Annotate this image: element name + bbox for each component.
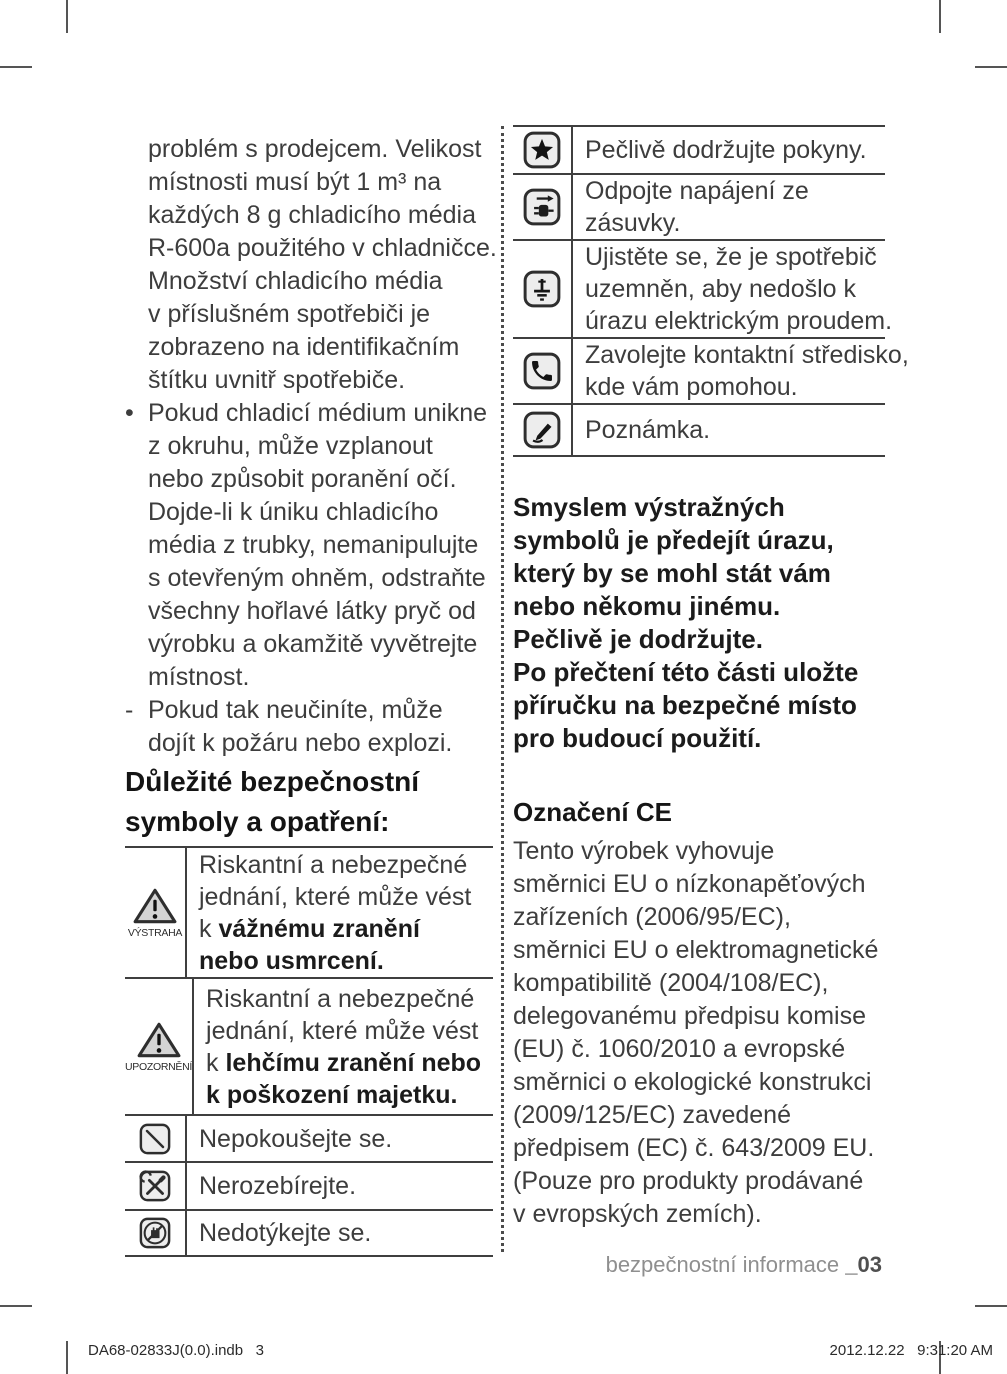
column-divider — [501, 126, 504, 1252]
crop-mark-bottom-left-v — [66, 1341, 68, 1374]
warning-icon-label: VÝSTRAHA — [127, 927, 183, 939]
table-cell-text: Ujistěte se, že je spotřebič uzemněn, aby nedošlo k úrazu elektrickým proudem. — [585, 243, 893, 335]
caution-triangle-icon — [136, 1020, 182, 1060]
do-not-touch-icon — [139, 1217, 171, 1249]
footer-section-label: bezpečnostní informace — [605, 1252, 846, 1277]
dash-item-text: Pokud tak neučiníte, může dojít k požáru nebo explozi. — [148, 696, 453, 757]
do-not-disassemble-icon — [139, 1170, 171, 1202]
ground-icon — [523, 270, 561, 308]
table-cell-text: Riskantní a nebezpečné jednání, které může vést k lehčímu zranění nebo k poškození majetku. — [206, 984, 482, 1109]
warning-triangle-icon — [132, 886, 178, 926]
crop-mark-top-right-v — [939, 0, 941, 33]
bullet-item-leak — [125, 397, 493, 694]
dash-item-fire — [125, 694, 493, 760]
ce-marking-heading: Označení CE — [513, 797, 672, 827]
table-cell-text: Nepokoušejte se. — [199, 1124, 393, 1153]
section-heading-symbols: Důležité bezpečnostní symboly a opatření: — [125, 766, 420, 837]
caution-icon-label: UPOZORNĚNÍ — [125, 1061, 193, 1073]
dash-marker: - — [125, 696, 134, 724]
crop-mark-bottom-right-h — [975, 1305, 1007, 1307]
bullet-item-text: Pokud chladicí médium unikne z okruhu, může vzplanout nebo způsobit poranění očí. Dojde-li k úniku chladicího média z trubky, nemanipulujte s otevřeným ohněm, odstraňte všechny hořlavé látky pryč od výrobku a okamžitě vyvětrejte místnost. — [148, 399, 488, 691]
bullet-marker: • — [125, 399, 134, 427]
unplug-icon — [523, 188, 561, 226]
table-row — [513, 405, 885, 457]
page-footer — [606, 1252, 882, 1278]
note-icon — [523, 411, 561, 449]
crop-mark-bottom-left-h — [0, 1305, 32, 1307]
warning-statement: Smyslem výstražných symbolů je předejít úrazu, který by se mohl stát vám nebo někomu jinému. Pečlivě je dodržujte. Po přečtení této části uložte příručku na bezpečné místo pro budoucí použití. — [513, 492, 859, 753]
table-row — [513, 127, 885, 175]
table-cell-text: Odpojte napájení ze zásuvky. — [585, 177, 809, 237]
table-cell-text: Poznámka. — [585, 416, 711, 444]
table-row — [125, 848, 493, 979]
paragraph-refrigerant: problém s prodejcem. Velikost místnosti musí být 1 m³ na každých 8 g chladicího média R-600a použitého v chladničce. Množství chladicího média v příslušném spotřebiči je zobrazeno na identifikačním štítku uvnitř spotřebiče. — [148, 135, 497, 394]
warning-icon-cell — [125, 848, 187, 977]
instructions-table — [513, 125, 909, 457]
crop-mark-top-right-h — [975, 66, 1007, 68]
table-row — [125, 1116, 493, 1163]
table-row — [513, 175, 885, 241]
star-icon — [523, 131, 561, 169]
safety-symbols-table — [125, 846, 493, 1257]
left-column — [125, 133, 497, 1257]
caution-icon-cell — [125, 979, 194, 1114]
prohibition-icon — [139, 1123, 171, 1155]
indesign-filename: DA68-02833J(0.0).indb 3 — [88, 1342, 264, 1359]
crop-mark-top-left-h — [0, 66, 32, 68]
ce-marking-body: Tento výrobek vyhovuje směrnici EU o nízkonapěťových zařízeních (2006/95/EC), směrnici EU o elektromagnetické kompatibilitě (2004/108/EC), delegovanému předpisu komise (EU) č. 1060/2010 a evropské směrnici o ekologické konstrukci (2009/125/EC) zavedené předpisem (EC) č. 643/2009 EU. (Pouze pro produkty prodávané v evropských zemích). — [513, 837, 879, 1228]
table-cell-text: Nerozebírejte. — [199, 1172, 357, 1200]
right-column — [513, 125, 909, 1231]
phone-icon — [523, 352, 561, 390]
print-timestamp: 2012.12.22 9:31:20 AM — [829, 1342, 993, 1359]
table-row — [125, 979, 493, 1116]
table-cell-text: Pečlivě dodržujte pokyny. — [585, 136, 867, 164]
table-row — [513, 339, 909, 405]
table-cell-text: Riskantní a nebezpečné jednání, které může vést k vážnému zranění nebo usmrcení. — [199, 850, 472, 975]
table-cell-text: Zavolejte kontaktní středisko, kde vám pomohou. — [585, 341, 909, 401]
table-cell-text: Nedotýkejte se. — [199, 1219, 372, 1247]
crop-mark-top-left-v — [66, 0, 68, 33]
footer-page-number: _03 — [845, 1252, 882, 1277]
table-row — [513, 241, 893, 339]
table-row — [125, 1163, 493, 1211]
table-row — [125, 1211, 493, 1257]
